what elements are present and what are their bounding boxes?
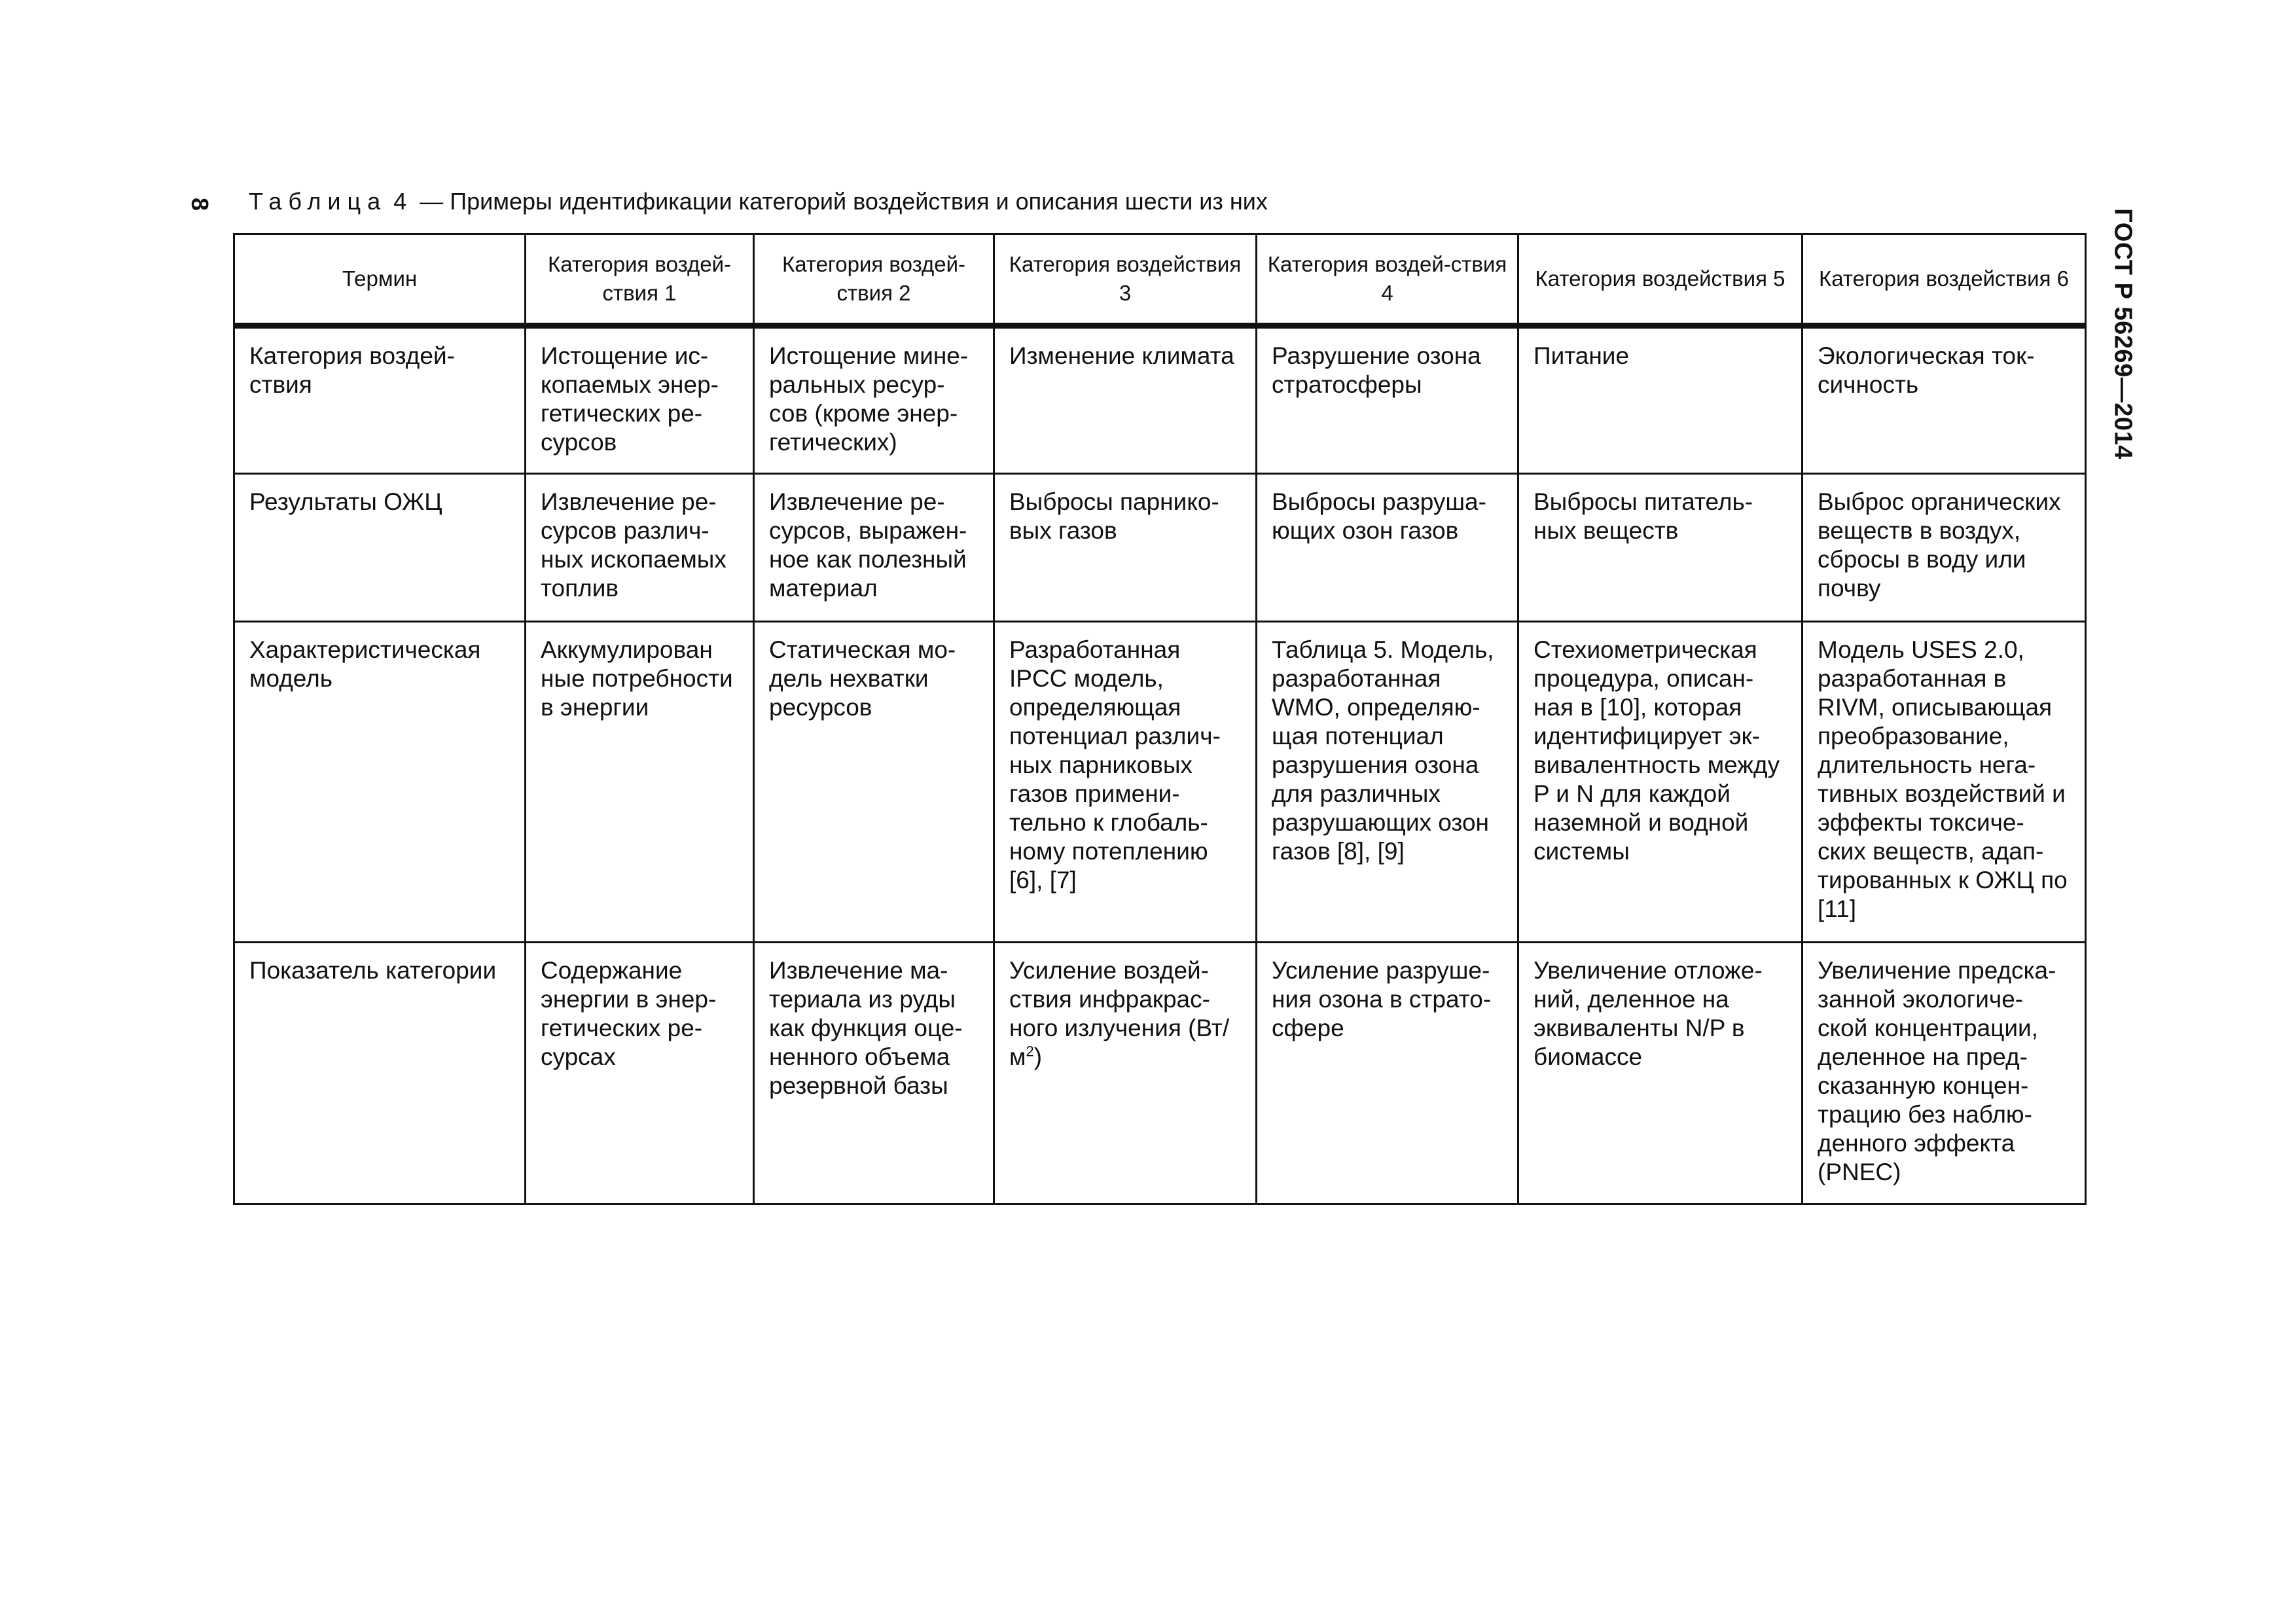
caption-label: Таблица <box>249 188 387 215</box>
table-cell: Истощение мине-ральных ресур-сов (кроме энер-гетических) <box>754 326 994 474</box>
header-category-6: Категория воздействия 6 <box>1803 234 2086 326</box>
table-cell: Питание <box>1518 326 1803 474</box>
table-cell: Изменение климата <box>994 326 1257 474</box>
table-row <box>234 943 2086 1204</box>
table-cell: Извлечение ре-сурсов, выражен-ное как полезный материал <box>754 474 994 622</box>
table-cell: Содержание энергии в энер-гетических ре-сурсах <box>526 943 754 1204</box>
table-cell: Показатель категории <box>234 943 526 1204</box>
table-cell: Извлечение ре-сурсов различ-ных ископаемых топлив <box>526 474 754 622</box>
caption-text: Примеры идентификации категорий воздействия и описания шести из них <box>450 188 1268 215</box>
table-cell: Категория воздей-ствия <box>234 326 526 474</box>
cell-superscript: 2 <box>1026 1043 1034 1060</box>
header-category-4: Категория воздей-ствия 4 <box>1257 234 1518 326</box>
table-cell: Извлечение ма-териала из руды как функция оце-ненного объема резервной базы <box>754 943 994 1204</box>
cell-text-after: ) <box>1033 1043 1043 1070</box>
caption-dash: — <box>420 188 444 215</box>
header-category-1: Категория воздей-ствия 1 <box>526 234 754 326</box>
table-cell: Экологическая ток-сичность <box>1803 326 2086 474</box>
caption-number: 4 <box>393 188 414 215</box>
header-term: Термин <box>234 234 526 326</box>
table-cell: Истощение ис-копаемых энер-гетических ре-сурсов <box>526 326 754 474</box>
table-cell-with-unit <box>994 943 1257 1204</box>
table-caption <box>249 188 1268 215</box>
table-header-row <box>234 234 2086 326</box>
table-cell: Стехиометрическая процедура, описан-ная в [10], которая идентифицирует эк-вивалентность между P и N для каждой наземной и водной системы <box>1518 622 1803 943</box>
header-category-2: Категория воздей-ствия 2 <box>754 234 994 326</box>
table-cell: Аккумулирован ные потребности в энергии <box>526 622 754 943</box>
table-cell: Статическая мо-дель нехватки ресурсов <box>754 622 994 943</box>
table-cell: Модель USES 2.0, разработанная в RIVM, описывающая преобразование, длительность нега-тивных воздействий и эффекты токсиче-ских веществ, адап-тированных к ОЖЦ по [11] <box>1803 622 2086 943</box>
cell-text: Усиление воздей-ствия инфракрас-ного излучения (Вт/м <box>1009 957 1230 1070</box>
table-cell: Увеличение отложе-ний, деленное на эквиваленты N/P в биомассе <box>1518 943 1803 1204</box>
impact-categories-table <box>233 233 2087 1205</box>
table-cell: Результаты ОЖЦ <box>234 474 526 622</box>
table-row <box>234 474 2086 622</box>
table-cell: Выброс органических веществ в воздух, сбросы в воду или почву <box>1803 474 2086 622</box>
table-row <box>234 326 2086 474</box>
header-category-5: Категория воздействия 5 <box>1518 234 1803 326</box>
table-cell: Выбросы питатель-ных веществ <box>1518 474 1803 622</box>
table-cell: Выбросы парнико-вых газов <box>994 474 1257 622</box>
header-category-3: Категория воздействия 3 <box>994 234 1257 326</box>
table-row <box>234 622 2086 943</box>
table-cell: Выбросы разруша-ющих озон газов <box>1257 474 1518 622</box>
table-cell: Разрушение озона стратосферы <box>1257 326 1518 474</box>
table-cell: Усиление разруше-ния озона в страто-сфере <box>1257 943 1518 1204</box>
table-cell: Увеличение предска-занной экологиче-ской концентрации, деленное на пред-сказанную концен-трацию без наблю-денного эффекта (PNEC) <box>1803 943 2086 1204</box>
table-cell: Характеристическая модель <box>234 622 526 943</box>
table-cell: Разработанная IPCC модель, определяющая потенциал различ-ных парниковых газов примени-тельно к глобаль-ному потеплению [6], [7] <box>994 622 1257 943</box>
table-cell: Таблица 5. Модель, разработанная WMO, определяю-щая потенциал разрушения озона для различных разрушающих озон газов [8], [9] <box>1257 622 1518 943</box>
